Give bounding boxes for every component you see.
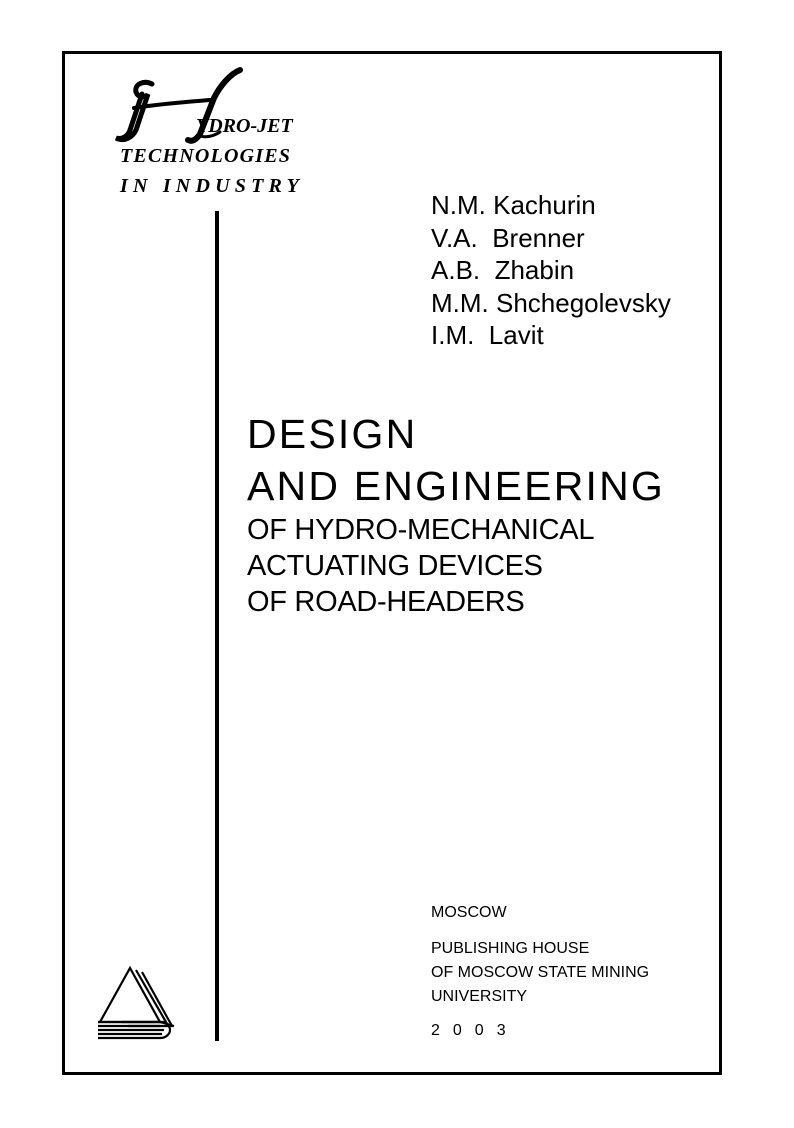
author-name: N.M. Kachurin: [431, 190, 596, 220]
publisher-line-2: OF MOSCOW STATE MINING: [431, 964, 650, 981]
author-name: I.M. Lavit: [431, 320, 544, 350]
publication-year: 2003: [431, 1022, 519, 1039]
author-name: M.M. Shchegolevsky: [431, 287, 671, 318]
title-line-2: AND ENGINEERING: [247, 463, 665, 509]
subtitle-line-3: OF ROAD-HEADERS: [247, 586, 525, 618]
book-title: [247, 408, 665, 620]
publication-city: MOSCOW: [431, 904, 507, 921]
series-logo: [100, 64, 340, 204]
subtitle-line-1: OF HYDRO-MECHANICAL: [247, 514, 595, 546]
vertical-rule: [215, 211, 219, 1041]
publisher-logo-icon: [96, 964, 178, 1049]
title-line-1: DESIGN: [247, 411, 418, 457]
subtitle-line-2: ACTUATING DEVICES: [247, 550, 543, 582]
publisher-line-3: UNIVERSITY: [431, 988, 528, 1005]
publisher-name: [431, 937, 649, 1009]
author-name: A.B. Zhabin: [431, 255, 575, 285]
series-title-line-3: IN INDUSTRY: [120, 175, 305, 197]
author-list: [431, 189, 671, 352]
publisher-line-1: PUBLISHING HOUSE: [431, 940, 590, 957]
series-title-line-2: TECHNOLOGIES: [120, 145, 292, 167]
author-name: V.A. Brenner: [431, 222, 585, 253]
series-title-line-1: YDRO-JET: [196, 115, 293, 137]
